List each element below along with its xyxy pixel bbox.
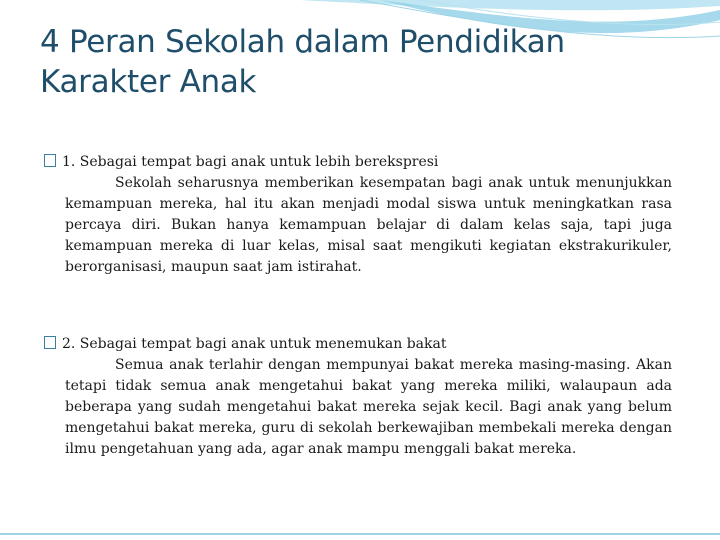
square-bullet-icon — [44, 154, 56, 167]
item-heading — [44, 334, 674, 355]
item-heading-text: 2. Sebagai tempat bagi anak untuk menemukan bakat — [62, 336, 447, 352]
item-body: Sekolah seharusnya memberikan kesempatan bagi anak untuk menunjukkan kemampuan mereka, hal itu akan menjadi modal siswa untuk meningkatkan rasa percaya diri. Bukan hanya kemampuan belajar di dalam kelas saja, tapi juga kemampuan mereka di luar kelas, misal saat mengikuti kegiatan ekstrakurikuler, berorganisasi, maupun saat jam istirahat. — [65, 175, 672, 275]
slide-title-line-1: 4 Peran Sekolah dalam Pendidikan — [40, 24, 565, 60]
list-item — [44, 152, 674, 278]
item-heading — [44, 152, 674, 173]
item-body: Semua anak terlahir dengan mempunyai bakat mereka masing-masing. Akan tetapi tidak semua anak mengetahui bakat yang mereka miliki, walaupaun ada beberapa yang sudah mengetahui bakat mereka sejak kecil. Bagi anak yang belum mengetahui bakat mereka, guru di sekolah berkewajiban membekali mereka dengan ilmu pengetahuan yang ada, agar anak mampu menggali bakat mereka. — [65, 357, 672, 457]
item-heading-text: 1. Sebagai tempat bagi anak untuk lebih berekspresi — [62, 154, 439, 170]
list-item — [44, 334, 674, 460]
slide-title — [40, 22, 640, 102]
slide-title-line-2: Karakter Anak — [40, 64, 257, 100]
square-bullet-icon — [44, 336, 56, 349]
bottom-divider — [0, 533, 720, 535]
